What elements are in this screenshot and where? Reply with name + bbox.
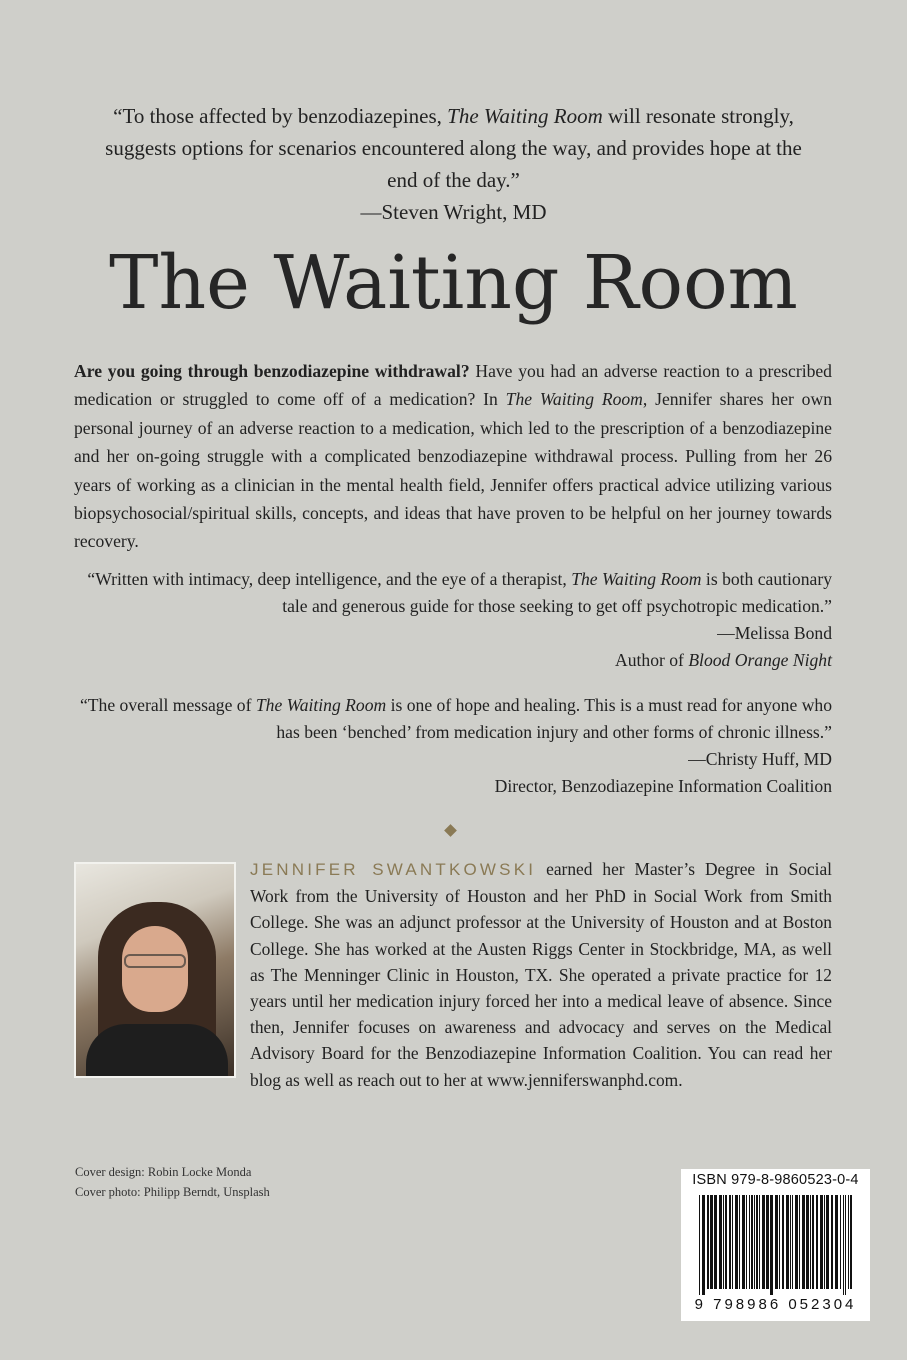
- barcode-bars-icon: [699, 1195, 853, 1295]
- barcode-bar: [795, 1195, 798, 1289]
- isbn-barcode: [681, 1169, 870, 1321]
- bio-text: earned her Master’s Degree in Social Work from the University of Houston and her PhD in Social Work from Smith College. She was an adjunct professor at the University of Houston and at Boston College. She has worked at the Austen Riggs Center in Stockbridge, MA, as well as The Menninger Clinic in Houston, TX. She operated a private practice for 12 years until her medication injury forced her into a medical leave of absence. Since then, Jennifer focuses on awareness and advocacy and serves on the Medical Advisory Board for the Benzodiazepine Information Coalition. You can read her blog as well as reach out to her at www.jenniferswanphd.com.: [250, 859, 832, 1090]
- quote-attribution: —Steven Wright, MD: [360, 200, 547, 224]
- barcode-bar: [820, 1195, 823, 1289]
- barcode-bar: [742, 1195, 745, 1289]
- attribution-role: Director, Benzodiazepine Information Coalition: [494, 776, 832, 796]
- barcode-bar: [756, 1195, 758, 1289]
- author-name: JENNIFER SWANTKOWSKI: [250, 860, 537, 879]
- barcode-bar: [840, 1195, 841, 1289]
- quote-attribution: —Melissa Bond: [717, 623, 832, 643]
- barcode-bar: [770, 1195, 773, 1295]
- barcode-bar: [707, 1195, 709, 1289]
- barcode-bar: [749, 1195, 750, 1289]
- barcode-bar: [732, 1195, 733, 1289]
- barcode-bar: [746, 1195, 747, 1289]
- author-bio: [74, 856, 832, 1093]
- description-lead: Are you going through benzodiazepine withdrawal?: [74, 361, 470, 381]
- barcode-bar: [806, 1195, 809, 1289]
- barcode-bar: [719, 1195, 722, 1289]
- description-text-cont: , Jennifer shares her own personal journey of an adverse reaction to a medication, which led to the prescription of a benzodiazepine and her on-going struggle with a complicated benzodiazepine withdrawal process. Pulling from her 26 years of working as a clinician in the mental health field, Jennifer offers practical advice utilizing various biopsychosocial/spiritual skills, concepts, and ideas that have proven to be helpful on her journey towards recovery.: [74, 389, 832, 552]
- book-description: [74, 357, 832, 556]
- quote-text-cont: will resonate strongly, suggests options for scenarios encountered along the way, and provides hope at the end of the day.”: [105, 104, 802, 192]
- book-title-ref: The Waiting Room: [505, 389, 643, 410]
- diamond-divider-icon: [444, 824, 457, 837]
- isbn-label: ISBN 979-8-9860523-0-4: [692, 1172, 859, 1188]
- cover-credits: [75, 1162, 270, 1202]
- barcode-bar: [843, 1195, 844, 1295]
- barcode-bar: [710, 1195, 713, 1289]
- barcode-bar: [802, 1195, 805, 1289]
- attribution-role: [74, 647, 832, 674]
- quote-attribution: —Christy Huff, MD: [688, 749, 832, 769]
- barcode-bar: [845, 1195, 846, 1295]
- quote-text: “To those affected by benzodiazepines,: [113, 104, 448, 128]
- barcode-bar: [759, 1195, 760, 1289]
- book-title-ref: The Waiting Room: [447, 104, 603, 128]
- barcode-bar: [831, 1195, 833, 1289]
- barcode-bar: [810, 1195, 811, 1289]
- barcode-bar: [850, 1195, 852, 1289]
- barcode-bar: [725, 1195, 727, 1289]
- endorsement-quote-bond: [74, 566, 832, 674]
- book-title-ref: The Waiting Room: [571, 569, 702, 589]
- quote-text-cont: is both cautionary tale and generous guide for those seeking to get off psychotropic medication.”: [282, 569, 832, 616]
- barcode-bar: [816, 1195, 818, 1289]
- barcode-bar: [729, 1195, 731, 1289]
- barcode-bar: [826, 1195, 829, 1289]
- barcode-bar: [766, 1195, 769, 1289]
- barcode-bar: [699, 1195, 700, 1295]
- barcode-bar: [702, 1195, 705, 1295]
- barcode-bar: [779, 1195, 780, 1289]
- barcode-bar: [799, 1195, 800, 1289]
- barcode-bar: [848, 1195, 849, 1289]
- barcode-bar: [790, 1195, 791, 1289]
- barcode-bar: [723, 1195, 724, 1289]
- book-title-ref: The Waiting Room: [255, 695, 387, 715]
- barcode-bar: [775, 1195, 778, 1289]
- author-book-title: Blood Orange Night: [688, 650, 832, 670]
- barcode-bar: [824, 1195, 825, 1289]
- endorsement-quote-huff: [74, 692, 832, 800]
- barcode-bar: [751, 1195, 753, 1289]
- barcode-bar: [782, 1195, 784, 1289]
- barcode-digits: 9 798986 052304: [694, 1296, 857, 1313]
- book-title: The Waiting Room: [109, 240, 798, 326]
- barcode-bar: [739, 1195, 740, 1289]
- barcode-bar: [835, 1195, 838, 1289]
- barcode-bar: [786, 1195, 789, 1289]
- barcode-bar: [735, 1195, 738, 1289]
- cover-design-credit: Cover design: Robin Locke Monda: [75, 1165, 252, 1179]
- author-photo: [74, 862, 236, 1078]
- barcode-bar: [792, 1195, 793, 1289]
- quote-text: “The overall message of: [80, 695, 256, 715]
- quote-text: “Written with intimacy, deep intelligence, and the eye of a therapist,: [87, 569, 572, 589]
- barcode-bar: [754, 1195, 755, 1289]
- role-prefix: Author of: [615, 650, 689, 670]
- description-text: Have you had an adverse reaction to a prescribed medication or struggled to come off of a medication? In: [74, 361, 832, 410]
- barcode-bar: [812, 1195, 814, 1289]
- barcode-bar: [762, 1195, 765, 1289]
- cover-photo-credit: Cover photo: Philipp Berndt, Unsplash: [75, 1185, 270, 1199]
- barcode-bar: [714, 1195, 717, 1289]
- endorsement-quote-top: [90, 100, 817, 228]
- quote-text-cont: is one of hope and healing. This is a must read for anyone who has been ‘benched’ from medication injury and other forms of chronic illness.”: [276, 695, 832, 742]
